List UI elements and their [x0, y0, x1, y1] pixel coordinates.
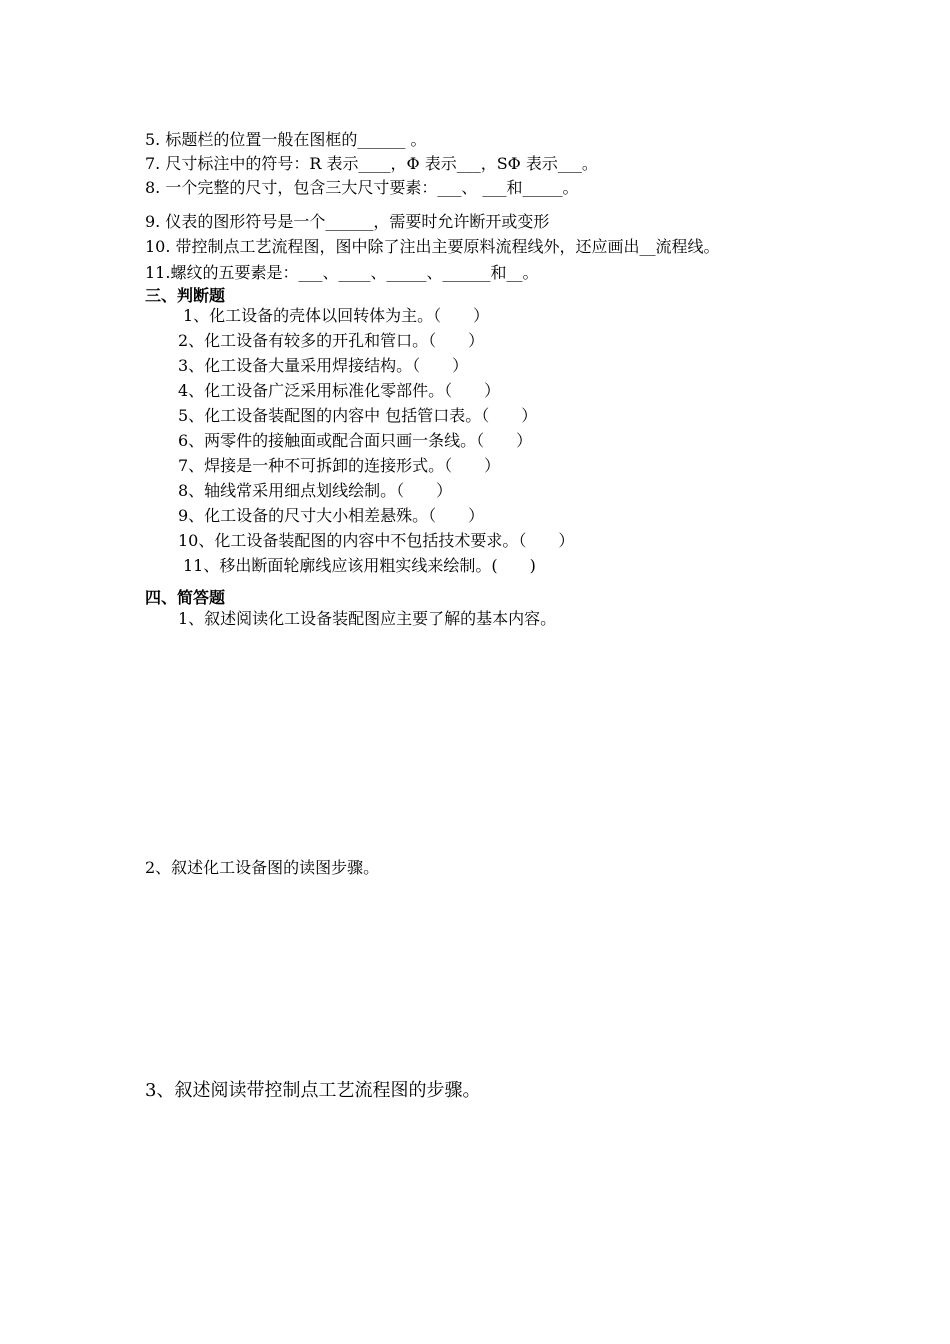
judge-item-11: 11、移出断面轮廓线应该用粗实线来绘制。( )	[183, 556, 536, 575]
short-question-3: 3、叙述阅读带控制点工艺流程图的步骤。	[145, 1080, 481, 1101]
short-question-2: 2、叙述化工设备图的读图步骤。	[145, 858, 380, 877]
judge-item-2: 2、化工设备有较多的开孔和管口。（ ）	[178, 331, 485, 350]
short-question-1: 1、叙述阅读化工设备装配图应主要了解的基本内容。	[178, 609, 557, 628]
fill-item-9: 9. 仪表的图形符号是一个______，需要时允许断开或变形	[145, 212, 550, 231]
judge-item-5: 5、化工设备装配图的内容中 包括管口表。（ ）	[178, 406, 538, 425]
judge-item-10: 10、化工设备装配图的内容中不包括技术要求。（ ）	[178, 531, 575, 550]
judge-item-1: 1、化工设备的壳体以回转体为主。（ ）	[183, 306, 490, 325]
judge-item-9: 9、化工设备的尺寸大小相差悬殊。（ ）	[178, 506, 485, 525]
fill-item-7: 7. 尺寸标注中的符号：R 表示____，Φ 表示___，SΦ 表示___。	[145, 154, 598, 173]
judge-item-6: 6、两零件的接触面或配合面只画一条线。（ ）	[178, 431, 533, 450]
judge-item-7: 7、焊接是一种不可拆卸的连接形式。（ ）	[178, 456, 501, 475]
fill-item-8: 8. 一个完整的尺寸，包含三大尺寸要素：___、 ___和_____。	[145, 178, 579, 197]
fill-item-10: 10. 带控制点工艺流程图，图中除了注出主要原料流程线外，还应画出__流程线。	[145, 237, 720, 256]
short-heading: 四、简答题	[145, 588, 226, 607]
judge-item-3: 3、化工设备大量采用焊接结构。（ ）	[178, 356, 469, 375]
judge-item-8: 8、轴线常采用细点划线绘制。（ ）	[178, 481, 453, 500]
fill-item-5: 5. 标题栏的位置一般在图框的______ 。	[145, 130, 427, 149]
judge-heading: 三、判断题	[145, 286, 226, 305]
fill-item-11: 11.螺纹的五要素是：___、____、_____、______和__。	[145, 263, 539, 282]
judge-item-4: 4、化工设备广泛采用标准化零部件。（ ）	[178, 381, 501, 400]
